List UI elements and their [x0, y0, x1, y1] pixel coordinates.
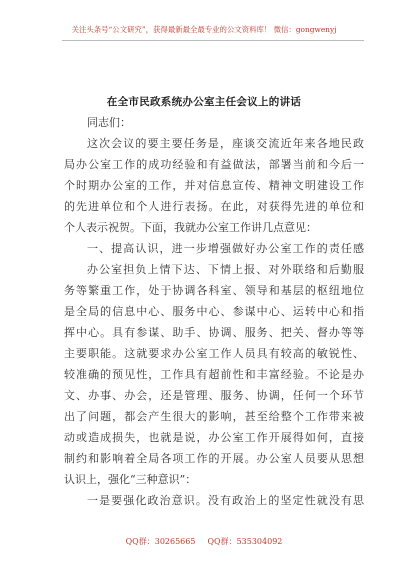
- paragraph-line: 制约和影响着全局各项工作的开展。办公室人员要从思想: [64, 452, 364, 465]
- paragraph-line: 一是要强化政治意识。没有政治上的坚定性就没有思: [87, 494, 364, 507]
- paragraph-line: 动或造成损失，也就是说，办公室工作开展得如何，直接: [64, 431, 364, 444]
- paragraph-line: 的先进单位和个人进行表扬。在此，对获得先进的单位和: [64, 200, 364, 213]
- paragraph-line: 办公室担负上情下达、下情上报、对外联络和后勤服: [87, 263, 364, 276]
- footer-qq-groups: [0, 536, 408, 547]
- paragraph-line: 是全局的信息中心、服务中心、参谋中心、运转中心和指: [64, 305, 364, 318]
- paragraph-line: 个人表示祝贺。下面，我就办公室工作讲几点意见：: [64, 221, 317, 234]
- paragraph-line: 文、办事、办会，还是管理、服务、协调，任何一个环节: [64, 389, 364, 402]
- paragraph-line: 个时期办公室的工作，并对信息宣传、精神文明建设工作: [64, 179, 364, 192]
- header-divider: [62, 40, 364, 41]
- paragraph-line: 主要职能。这就要求办公室工作人员具有较高的敏锐性、: [64, 347, 364, 360]
- footer-qq-group-2: QQ群：535304092: [207, 537, 283, 546]
- paragraph-line: 较准确的预见性，工作具有超前性和丰富经验。不论是办: [64, 368, 364, 381]
- paragraph-line: 局办公室工作的成功经验和有益做法，部署当前和今后一: [64, 158, 364, 171]
- paragraph-line: 这次会议的要主要任务是，座谈交流近年来各地民政: [87, 137, 364, 150]
- paragraph-line: 挥中心。具有参谋、助手、协调、服务、把关、督办等等: [64, 326, 364, 339]
- footer-qq-group-1: QQ群：30265665: [125, 537, 196, 546]
- header-promo-note: 关注头条号“公文研究”，获得最新最全最专业的公文资料库！ 微信：gongwenyj: [71, 25, 337, 34]
- salutation-line: 同志们：: [87, 116, 131, 129]
- paragraph-line: 认识上，强化“三种意识”：: [64, 473, 197, 486]
- paragraph-line: 出了问题，都会产生很大的影响，甚至给整个工作带来被: [64, 410, 364, 423]
- paragraph-line: 务等繁重工作，处于协调各科室、领导和基层的枢纽地位: [64, 284, 364, 297]
- document-title: 在全市民政系统办公室主任会议上的讲话: [106, 96, 302, 108]
- section-heading: 一、提高认识，进一步增强做好办公室工作的责任感: [87, 242, 364, 255]
